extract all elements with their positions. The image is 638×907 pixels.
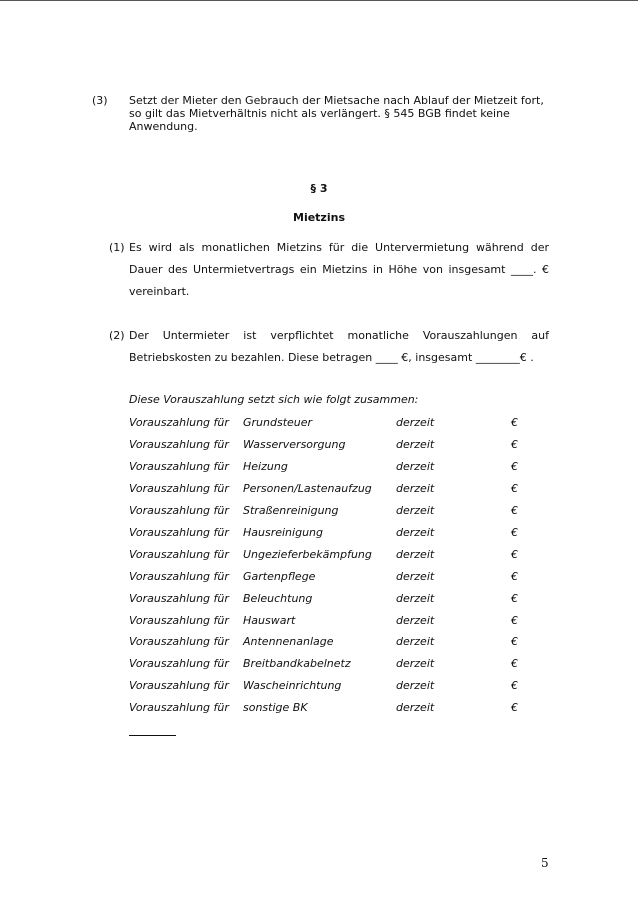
row-label: Vorauszahlung für bbox=[129, 614, 229, 627]
row-label: Vorauszahlung für bbox=[129, 679, 229, 692]
row-item: Breitbandkabelnetz bbox=[243, 657, 351, 670]
clause-text: Es wird als monatlichen Mietzins für die Untervermietung während der Dauer des Untermietvertrags ein Mietzins in Höhe von insgesamt ____. € vereinbart. bbox=[129, 241, 549, 298]
table-row bbox=[129, 522, 549, 544]
row-currency: € bbox=[511, 438, 518, 451]
row-item: Gartenpflege bbox=[243, 570, 316, 583]
row-status: derzeit bbox=[396, 635, 435, 648]
row-label: Vorauszahlung für bbox=[129, 482, 229, 495]
row-status: derzeit bbox=[396, 548, 435, 561]
row-status: derzeit bbox=[396, 614, 435, 627]
row-status: derzeit bbox=[396, 701, 435, 714]
paragraph-text: Setzt der Mieter den Gebrauch der Mietsache nach Ablauf der Mietzeit fort, so gilt das Mietverhältnis nicht als verlängert. § 545 BGB findet keine Anwendung. bbox=[129, 94, 544, 133]
table-row bbox=[129, 675, 549, 697]
row-item: Grundsteuer bbox=[243, 416, 313, 429]
table-row bbox=[129, 544, 549, 566]
row-label: Vorauszahlung für bbox=[129, 416, 229, 429]
row-status: derzeit bbox=[396, 592, 435, 605]
breakdown-intro: Diese Vorauszahlung setzt sich wie folgt zusammen: bbox=[129, 393, 419, 406]
row-label: Vorauszahlung für bbox=[129, 570, 229, 583]
row-status: derzeit bbox=[396, 438, 435, 451]
row-item: Straßenreinigung bbox=[243, 504, 339, 517]
row-item: Heizung bbox=[243, 460, 288, 473]
footnote-rule bbox=[129, 735, 176, 736]
clause-number: (2) bbox=[109, 329, 125, 342]
page-top-border bbox=[0, 0, 638, 1]
section-number: § 3 bbox=[310, 182, 328, 195]
table-row bbox=[129, 697, 549, 719]
row-currency: € bbox=[511, 482, 518, 495]
table-row bbox=[129, 500, 549, 522]
table-row bbox=[129, 456, 549, 478]
table-row bbox=[129, 588, 549, 610]
table-row bbox=[129, 412, 549, 434]
row-currency: € bbox=[511, 548, 518, 561]
row-label: Vorauszahlung für bbox=[129, 438, 229, 451]
table-row bbox=[129, 434, 549, 456]
page-number: 5 bbox=[541, 856, 549, 870]
row-currency: € bbox=[511, 526, 518, 539]
row-currency: € bbox=[511, 614, 518, 627]
row-status: derzeit bbox=[396, 679, 435, 692]
clause-number: (1) bbox=[109, 241, 125, 254]
row-label: Vorauszahlung für bbox=[129, 526, 229, 539]
row-currency: € bbox=[511, 679, 518, 692]
row-currency: € bbox=[511, 592, 518, 605]
clause-text: Der Untermieter ist verpflichtet monatliche Vorauszahlungen auf Betriebskosten zu bezahlen. Diese betragen ____ €, insgesamt ________€ . bbox=[129, 329, 549, 364]
section-title: Mietzins bbox=[293, 211, 345, 224]
table-row bbox=[129, 566, 549, 588]
row-item: Antennenanlage bbox=[243, 635, 334, 648]
table-row bbox=[129, 610, 549, 632]
row-currency: € bbox=[511, 416, 518, 429]
row-item: Ungezieferbekämpfung bbox=[243, 548, 372, 561]
row-item: sonstige BK bbox=[243, 701, 308, 714]
row-currency: € bbox=[511, 701, 518, 714]
table-row bbox=[129, 478, 549, 500]
row-currency: € bbox=[511, 460, 518, 473]
row-label: Vorauszahlung für bbox=[129, 701, 229, 714]
row-currency: € bbox=[511, 635, 518, 648]
row-status: derzeit bbox=[396, 570, 435, 583]
row-item: Personen/Lastenaufzug bbox=[243, 482, 372, 495]
row-label: Vorauszahlung für bbox=[129, 460, 229, 473]
row-status: derzeit bbox=[396, 657, 435, 670]
table-row bbox=[129, 653, 549, 675]
row-status: derzeit bbox=[396, 482, 435, 495]
row-item: Hauswart bbox=[243, 614, 296, 627]
row-label: Vorauszahlung für bbox=[129, 592, 229, 605]
row-status: derzeit bbox=[396, 504, 435, 517]
row-currency: € bbox=[511, 504, 518, 517]
table-row bbox=[129, 631, 549, 653]
row-status: derzeit bbox=[396, 526, 435, 539]
row-currency: € bbox=[511, 657, 518, 670]
row-label: Vorauszahlung für bbox=[129, 635, 229, 648]
paragraph-number: (3) bbox=[92, 94, 108, 107]
row-currency: € bbox=[511, 570, 518, 583]
row-item: Wascheinrichtung bbox=[243, 679, 342, 692]
row-item: Wasserversorgung bbox=[243, 438, 346, 451]
row-status: derzeit bbox=[396, 416, 435, 429]
row-label: Vorauszahlung für bbox=[129, 657, 229, 670]
row-label: Vorauszahlung für bbox=[129, 504, 229, 517]
row-item: Beleuchtung bbox=[243, 592, 313, 605]
row-item: Hausreinigung bbox=[243, 526, 323, 539]
row-label: Vorauszahlung für bbox=[129, 548, 229, 561]
row-status: derzeit bbox=[396, 460, 435, 473]
